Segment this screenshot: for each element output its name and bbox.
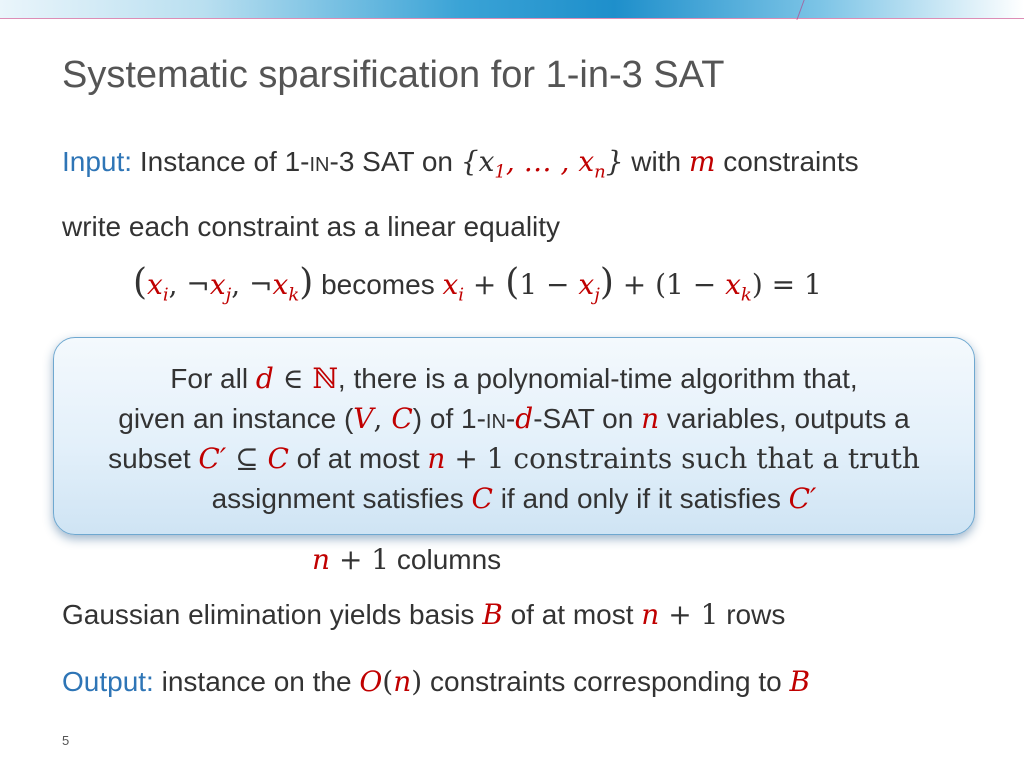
c2c: -SAT on	[533, 403, 642, 434]
slide-title: Systematic sparsification for 1-in-3 SAT	[62, 54, 725, 96]
c2-V: V	[353, 402, 374, 435]
set-close: }	[605, 145, 624, 178]
gauss-b: of at most	[502, 599, 642, 630]
input-line	[62, 145, 859, 183]
eq-r-sub-i: i	[458, 284, 465, 306]
callout-line-4	[54, 482, 974, 515]
theorem-callout	[53, 337, 975, 535]
c1-d: d	[255, 362, 274, 395]
c1-in: ∈	[273, 362, 313, 395]
c3a: subset	[108, 443, 199, 474]
input-smallcaps: IN	[309, 154, 330, 176]
gauss-B: B	[482, 598, 503, 631]
c2b: ) of 1-	[412, 403, 486, 434]
eq-plus1: +	[464, 268, 506, 301]
eq-plus-one-minus: + (1 −	[613, 268, 726, 301]
c3-subseteq: ⊆	[226, 442, 268, 475]
col-plus-one: + 1	[330, 543, 390, 576]
gauss-plus-one: + 1	[659, 598, 719, 631]
eq-xk: x	[272, 268, 289, 301]
input-text-b: -3 SAT on	[329, 146, 461, 177]
output-O: O	[359, 665, 383, 698]
output-line	[62, 665, 810, 698]
eq-sub-i: i	[162, 284, 169, 306]
input-label: Input:	[62, 146, 133, 177]
header-gradient-bar	[0, 0, 1024, 18]
eq-r-xj: x	[578, 268, 595, 301]
eq-r-sub-j: j	[594, 284, 600, 306]
c2e: variables, outputs a	[659, 403, 910, 434]
output-b: constraints corresponding to	[422, 666, 790, 697]
var-m: m	[688, 145, 716, 178]
eq-becomes: becomes	[313, 269, 443, 300]
output-paren-open: (	[382, 665, 394, 698]
eq-sub-j: j	[225, 284, 232, 306]
input-text-d: constraints	[715, 146, 859, 177]
equation-line	[133, 262, 822, 306]
c2-dash: -	[505, 403, 516, 434]
header-accent-line	[0, 18, 1024, 19]
c3-C1: C′	[198, 442, 227, 475]
set-dots: , … , x	[505, 145, 595, 178]
c2-d: d	[515, 402, 534, 435]
page-number: 5	[62, 733, 70, 748]
eq-neg2: , ¬	[231, 268, 273, 301]
write-line: write each constraint as a linear equality	[62, 211, 561, 242]
col-n: n	[312, 543, 331, 576]
output-B: B	[789, 665, 811, 698]
eq-r-sub-k: k	[740, 284, 752, 306]
set-open: {x	[460, 145, 495, 178]
input-text-a: Instance of 1-	[139, 146, 310, 177]
c2-C: C	[391, 402, 413, 435]
eq-r-xk: x	[725, 268, 741, 301]
gauss-d: rows	[718, 599, 786, 630]
gauss-line	[62, 598, 785, 631]
sub-n: n	[594, 161, 606, 183]
col-text: columns	[389, 544, 502, 575]
output-n: n	[393, 665, 412, 698]
c1c: , there is a polynomial-time algorithm that,	[337, 363, 858, 394]
gauss-n: n	[641, 598, 660, 631]
eq-r-paren-open: (	[505, 262, 520, 303]
callout-line-2	[54, 402, 974, 435]
eq-neg1: , ¬	[168, 268, 210, 301]
c3c: of at most	[288, 443, 428, 474]
output-a: instance on the	[153, 666, 360, 697]
eq-one-minus: 1 −	[519, 268, 579, 301]
c2-sep: ,	[373, 402, 392, 435]
c4a: assignment satisfies	[211, 483, 472, 514]
c2-sc: IN	[485, 411, 506, 433]
c2a: given an instance (	[118, 403, 354, 434]
eq-r-paren-close: )	[599, 262, 614, 303]
eq-paren-open: (	[133, 262, 148, 303]
c4-C2: C′	[788, 482, 817, 515]
c3-n: n	[427, 442, 446, 475]
eq-sub-k: k	[288, 284, 300, 306]
gauss-a: Gaussian elimination yields basis	[62, 599, 483, 630]
output-paren-close: )	[411, 665, 423, 698]
eq-equals-one: ) = 1	[751, 268, 822, 301]
variable-set	[460, 145, 624, 183]
sub-1: 1	[494, 161, 506, 183]
eq-paren-close: )	[299, 262, 314, 303]
c1-naturals: ℕ	[312, 362, 338, 395]
c3-C2: C	[267, 442, 289, 475]
c2-n: n	[641, 402, 660, 435]
c1a: For all	[170, 363, 256, 394]
c3d: + 1 constraints such that a truth	[445, 442, 920, 475]
eq-x: x	[147, 268, 163, 301]
eq-xj: x	[209, 268, 226, 301]
columns-line	[312, 543, 501, 576]
input-text-c: with	[623, 146, 689, 177]
c4b: if and only if it satisfies	[492, 483, 789, 514]
eq-r-x: x	[442, 268, 459, 301]
output-label: Output:	[62, 666, 154, 697]
c4-C: C	[471, 482, 493, 515]
callout-line-1	[54, 362, 974, 395]
callout-line-3	[54, 442, 974, 475]
